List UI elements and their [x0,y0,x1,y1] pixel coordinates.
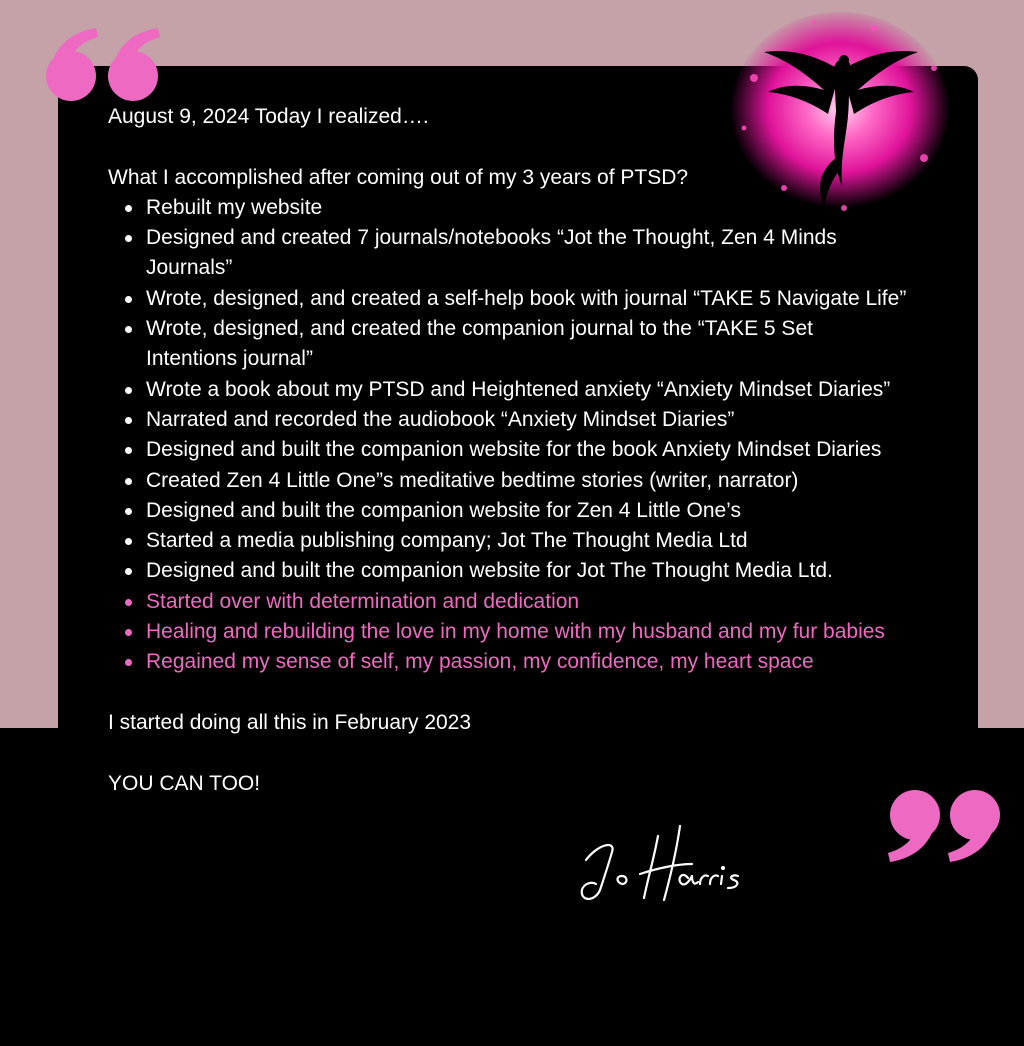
spacer [108,678,908,708]
post-question: What I accomplished after coming out of my 3 years of PTSD? [108,165,689,189]
accomplishment-item: Started a media publishing company; Jot The Thought Media Ltd [146,526,908,556]
accomplishment-item: Wrote, designed, and created the companion journal to the “TAKE 5 Set Intentions journal” [146,314,908,375]
accomplishment-item: Designed and created 7 journals/notebooks “Jot the Thought, Zen 4 Minds Journals” [146,223,908,284]
accomplishment-item: Designed and built the companion website for the book Anxiety Mindset Diaries [146,435,908,465]
accomplishment-item: Designed and built the companion website for Jot The Thought Media Ltd. [146,556,908,586]
accomplishment-item: Created Zen 4 Little One”s meditative bedtime stories (writer, narrator) [146,466,908,496]
spacer [108,738,908,768]
open-quote-icon [44,24,164,106]
post-closing: YOU CAN TOO! [108,771,261,795]
spacer [108,132,908,162]
accomplishment-item: Regained my sense of self, my passion, my confidence, my heart space [146,647,908,677]
post-text [108,102,908,799]
accomplishment-item: Started over with determination and dedication [146,587,908,617]
accomplishment-item: Narrated and recorded the audiobook “Anxiety Mindset Diaries” [146,405,908,435]
accomplishment-item: Healing and rebuilding the love in my home with my husband and my fur babies [146,617,908,647]
accomplishment-item: Wrote a book about my PTSD and Heightened anxiety “Anxiety Mindset Diaries” [146,375,908,405]
accomplishment-list [108,193,908,678]
accomplishment-item: Designed and built the companion website for Zen 4 Little One’s [146,496,908,526]
post-started: I started doing all this in February 2023 [108,710,472,734]
close-quote-icon [888,788,1002,866]
accomplishment-item: Wrote, designed, and created a self-help book with journal “TAKE 5 Navigate Life” [146,284,908,314]
post-intro: August 9, 2024 Today I realized…. [108,105,429,128]
signature [572,818,752,914]
accomplishment-item: Rebuilt my website [146,193,908,223]
